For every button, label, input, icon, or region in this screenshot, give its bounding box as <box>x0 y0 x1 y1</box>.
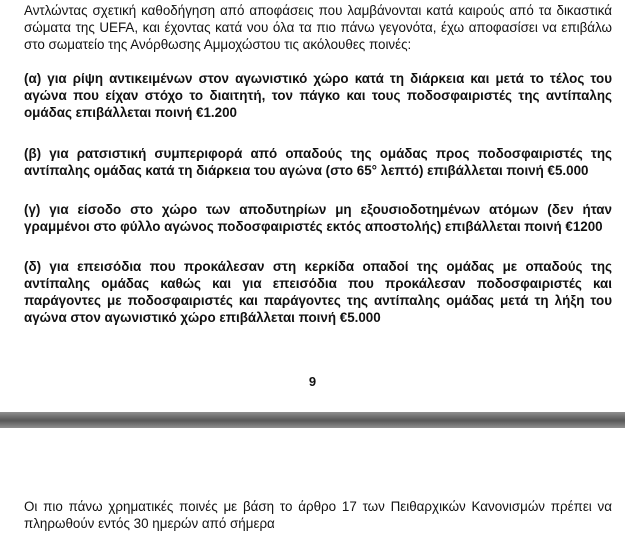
document-page-10 <box>0 428 625 540</box>
penalty-a: (α) για ρίψη αντικειμένων στον αγωνιστικό χώρο κατά τη διάρκεια και μετά το τέλος του αγώνα που είχαν στόχο το διαιτητή, τον πάγκο και τους ποδοσφαιριστές της αντίπαλης ομάδας επιβάλλεται ποινή €1.200 <box>24 71 612 120</box>
page-number: 9 <box>308 374 317 389</box>
penalty-d: (δ) για επεισόδια που προκάλεσαν στη κερκίδα οπαδοί της ομάδας με οπαδούς της αντίπαλης ομάδας καθώς και για επεισόδια που προκάλεσαν ποδοσφαιριστές και παράγοντες με ποδοσφαιριστές και παράγοντες της αντίπαλης ομάδας μετά τη λήξη του αγώνα στον αγωνιστικό χώρο επιβάλλεται ποινή €5.000 <box>24 259 612 325</box>
penalty-c: (γ) για είσοδο στο χώρο των αποδυτηρίων μη εξουσιοδοτημένων ατόμων (δεν ήταν γραμμένοι στο φύλλο αγώνος ποδοσφαιριστές εκτός αποστολής) επιβάλλεται ποινή €1200 <box>24 202 612 234</box>
page-separator <box>0 412 625 428</box>
penalty-b: (β) για ρατσιστική συμπεριφορά από οπαδούς της ομάδας προς ποδοσφαιριστές της αντίπαλης ομάδας κατά τη διάρκεια του αγώνα (στο 65° λεπτό) επιβάλλεται ποινή €5.000 <box>24 146 612 178</box>
intro-paragraph: Αντλώντας σχετική καθοδήγηση από αποφάσεις που λαμβάνονται κατά καιρούς από τα δικαστικά σώματα της UEFA, και έχοντας κατά νου όλα τα πιο πάνω γεγονότα, έχω αποφασίσει να επιβάλω στο σωματείο της Ανόρθωσης Αμμοχώστου τις ακόλουθες ποινές: <box>24 3 612 52</box>
closing-paragraph: Οι πιο πάνω χρηματικές ποινές με βάση το άρθρο 17 των Πειθαρχικών Κανονισμών πρέπει να πληρωθούν εντός 30 ημερών από σήμερα <box>24 499 612 531</box>
